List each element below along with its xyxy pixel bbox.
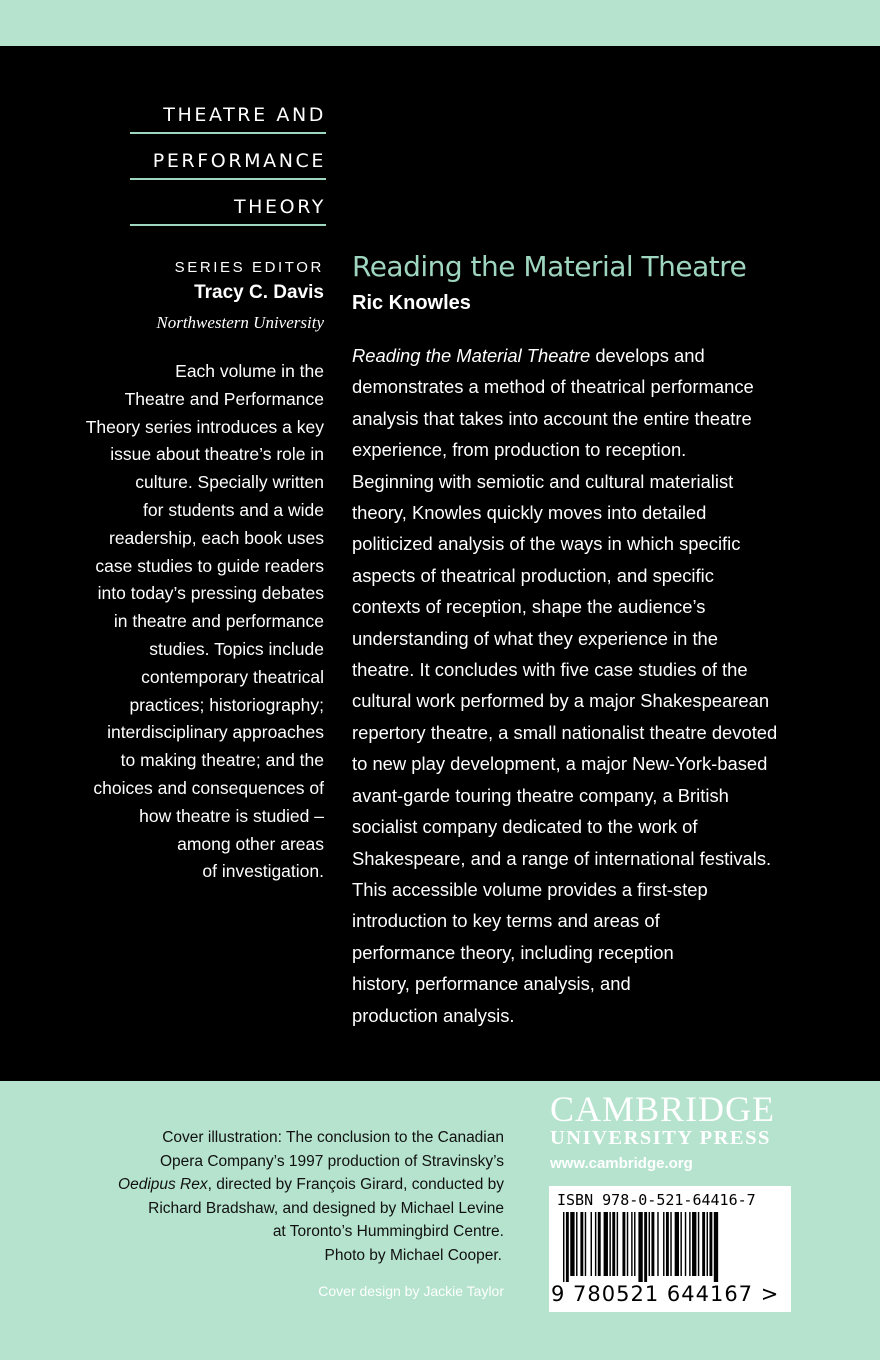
design-credit: Cover design by Jackie Taylor <box>318 1283 504 1299</box>
series-description-line: Each volume in the <box>175 361 324 381</box>
book-description-text: develops and <box>590 345 705 366</box>
series-description-line: contemporary theatrical <box>141 666 324 687</box>
series-description-line: for students and a wide <box>143 499 324 520</box>
series-title-divider <box>130 178 326 180</box>
series-title-line-1: THEATRE AND <box>163 104 326 126</box>
barcode-number: 9 780521 644167 > <box>551 1282 780 1306</box>
credit-text: , directed by François Girard, conducted by <box>207 1176 504 1193</box>
book-description-line: history, performance analysis, and <box>352 973 631 995</box>
book-description-line: This accessible volume provides a first-step <box>352 878 708 900</box>
book-description-line: demonstrates a method of theatrical performance <box>352 376 754 398</box>
series-description-line: of investigation. <box>202 861 324 882</box>
publisher-url: www.cambridge.org <box>550 1155 693 1172</box>
credit-line: at Toronto’s Hummingbird Centre. <box>272 1223 504 1240</box>
cover-credits <box>100 1126 504 1244</box>
series-title-divider <box>130 224 326 226</box>
isbn-text: ISBN 978-0-521-64416-7 <box>557 1191 756 1209</box>
book-description-line <box>352 340 812 371</box>
book-description-line: introduction to key terms and areas of <box>352 910 660 932</box>
credit-line: Richard Bradshaw, and designed by Michael Levine <box>148 1199 504 1217</box>
series-description-line: case studies to guide readers <box>95 555 324 576</box>
book-author: Ric Knowles <box>352 292 471 314</box>
series-description-line: issue about theatre’s role in <box>110 444 324 465</box>
book-description-line: production analysis. <box>352 1004 515 1026</box>
book-description-line: experience, from production to reception. <box>352 439 687 461</box>
series-description-line: how theatre is studied – <box>139 805 324 826</box>
book-title: Reading the Material Theatre <box>352 250 747 283</box>
series-editor-label: SERIES EDITOR <box>174 259 324 276</box>
book-description-line: understanding of what they experience in the <box>352 627 719 649</box>
series-title-divider <box>130 132 326 134</box>
series-description-line: to making theatre; and the <box>120 750 324 771</box>
series-description-line: among other areas <box>177 833 324 854</box>
book-description-line: aspects of theatrical production, and specific <box>352 564 714 586</box>
book-description-line: repertory theatre, a small nationalist theatre devoted <box>352 721 778 743</box>
series-description-line: readership, each book uses <box>109 527 324 548</box>
book-description-line: theory, Knowles quickly moves into detailed <box>352 502 707 524</box>
credit-line <box>100 1173 504 1197</box>
isbn-barcode <box>549 1186 791 1312</box>
credit-line: Cover illustration: The conclusion to the Canadian <box>162 1129 504 1146</box>
credit-line: Opera Company’s 1997 production of Stravinsky’s <box>159 1152 504 1170</box>
book-description-line: to new play development, a major New-York-based <box>352 753 768 775</box>
series-title-line-2: PERFORMANCE <box>152 150 326 172</box>
publisher-logo <box>550 1091 794 1172</box>
book-title-italic: Reading the Material Theatre <box>352 345 591 366</box>
series-description-line: studies. Topics include <box>149 638 324 659</box>
book-description-line: analysis that takes into account the entire theatre <box>352 407 752 429</box>
series-description-line: Theory series introduces a key <box>85 416 324 437</box>
series-editor-affiliation: Northwestern University <box>156 313 324 332</box>
book-description-line: Shakespeare, and a range of international festivals. <box>352 847 772 869</box>
series-description-line: in theatre and performance <box>113 611 324 632</box>
series-description <box>56 358 324 886</box>
series-description-line: interdisciplinary approaches <box>107 722 324 743</box>
series-editor-name: Tracy C. Davis <box>194 282 324 303</box>
book-description-line: socialist company dedicated to the work of <box>352 816 698 838</box>
series-title-line-3: THEORY <box>233 196 326 218</box>
book-description-line: politicized analysis of the ways in which specific <box>352 533 741 555</box>
series-description-line: culture. Specially written <box>135 472 324 493</box>
book-description-line: performance theory, including reception <box>352 941 674 963</box>
series-description-line: into today’s pressing debates <box>97 583 324 604</box>
series-title-block <box>130 100 326 238</box>
series-description-line: Theatre and Performance <box>124 388 324 409</box>
series-description-line: choices and consequences of <box>93 777 324 798</box>
book-description-line: cultural work performed by a major Shakespearean <box>352 690 770 712</box>
book-description-line: avant-garde touring theatre company, a British <box>352 784 729 806</box>
book-description-line: theatre. It concludes with five case studies of the <box>352 659 748 681</box>
publisher-name: CAMBRIDGE <box>550 1089 776 1129</box>
book-description-line: contexts of reception, shape the audience’s <box>352 596 706 618</box>
barcode-bars <box>563 1212 777 1282</box>
photo-credit: Photo by Michael Cooper. <box>324 1247 502 1264</box>
credit-italic-title: Oedipus Rex <box>118 1176 208 1193</box>
book-description <box>352 340 812 1031</box>
series-description-line: practices; historiography; <box>129 694 324 715</box>
book-description-line: Beginning with semiotic and cultural materialist <box>352 470 734 492</box>
publisher-subtitle: UNIVERSITY PRESS <box>550 1127 771 1149</box>
series-editor-block <box>64 258 324 338</box>
